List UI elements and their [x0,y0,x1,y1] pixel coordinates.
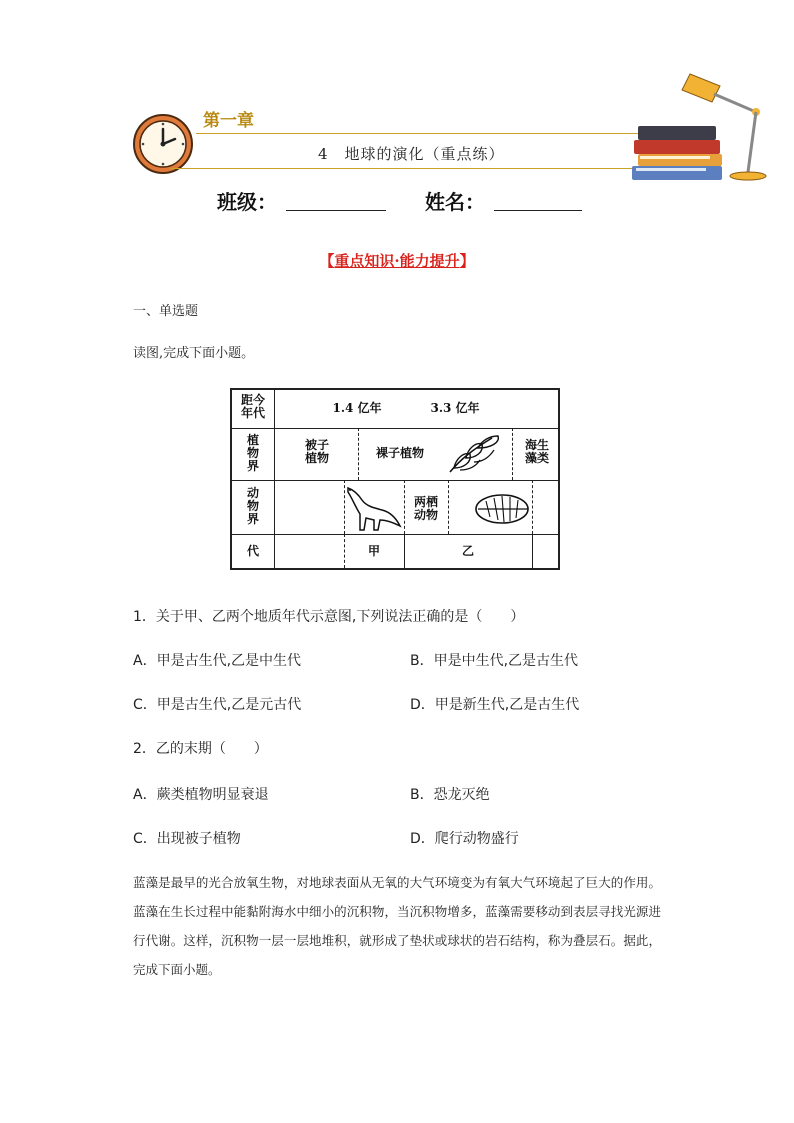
row-label-era: 代 [246,544,259,558]
question-2-stem: 2．乙的末期（ ） [133,741,268,757]
name-field[interactable] [494,186,582,211]
question-2-option-a[interactable]: A．蕨类植物明显衰退 [133,787,269,803]
page-title: 4 地球的演化（重点练） [318,145,505,163]
reading-passage: 蓝藻是最早的光合放氧生物，对地球表面从无氧的大气环境变为有氧大气环境起了巨大的作用。蓝藻在生长过程中能黏附海水中细小的沉积物，当沉积物增多，蓝藻需要移动到表层寻找光源进行代谢。这样，沉积物一层一层地堆积，就形成了垫状或球状的岩石结构，称为叠层石。据此，完成下面小题。 [133,875,661,977]
dinosaur-icon [344,484,402,532]
geologic-table [230,388,560,570]
class-label: 班级： [217,190,277,214]
time-2: 3.3 亿年 [430,401,480,415]
question-1-option-b[interactable]: B．甲是中生代,乙是古生代 [410,653,579,669]
header-rule [196,133,666,134]
name-label: 姓名： [425,190,485,214]
question-1-stem: 1．关于甲、乙两个地质年代示意图,下列说法正确的是（ ） [133,609,525,625]
section-title: 【重点知识·能力提升】 [319,252,475,270]
books-lamp-illustration [628,64,768,186]
chapter-label: 第一章 [203,111,254,131]
part-heading: 一、单选题 [133,304,199,319]
row-label-plant: 植 物 界 [246,433,259,473]
question-2-option-d[interactable]: D．爬行动物盛行 [410,831,519,847]
row-label-time: 距今 年代 [240,393,265,420]
plant-algae: 海生 藻类 [524,438,549,465]
intro-text: 读图,完成下面小题。 [133,346,255,361]
question-1-option-d[interactable]: D．甲是新生代,乙是古生代 [410,697,580,713]
trilobite-icon [474,492,532,526]
question-1-option-a[interactable]: A．甲是古生代,乙是中生代 [133,653,302,669]
question-1-option-c[interactable]: C．甲是古生代,乙是元古代 [133,697,302,713]
header-rule-lower [170,168,670,169]
plant-angiosperm: 被子 植物 [304,438,329,465]
fern-icon [446,432,508,476]
clock-icon [130,112,200,176]
question-2-option-b[interactable]: B．恐龙灭绝 [410,787,490,803]
animal-amphibian: 两栖 动物 [413,495,438,522]
row-label-animal: 动 物 界 [246,486,259,526]
time-1: 1.4 亿年 [332,401,382,415]
era-yi: 乙 [461,544,474,558]
question-2-option-c[interactable]: C．出现被子植物 [133,831,241,847]
class-field[interactable] [286,186,386,211]
era-jia: 甲 [367,544,380,558]
plant-gymnosperm: 裸子植物 [375,446,424,460]
